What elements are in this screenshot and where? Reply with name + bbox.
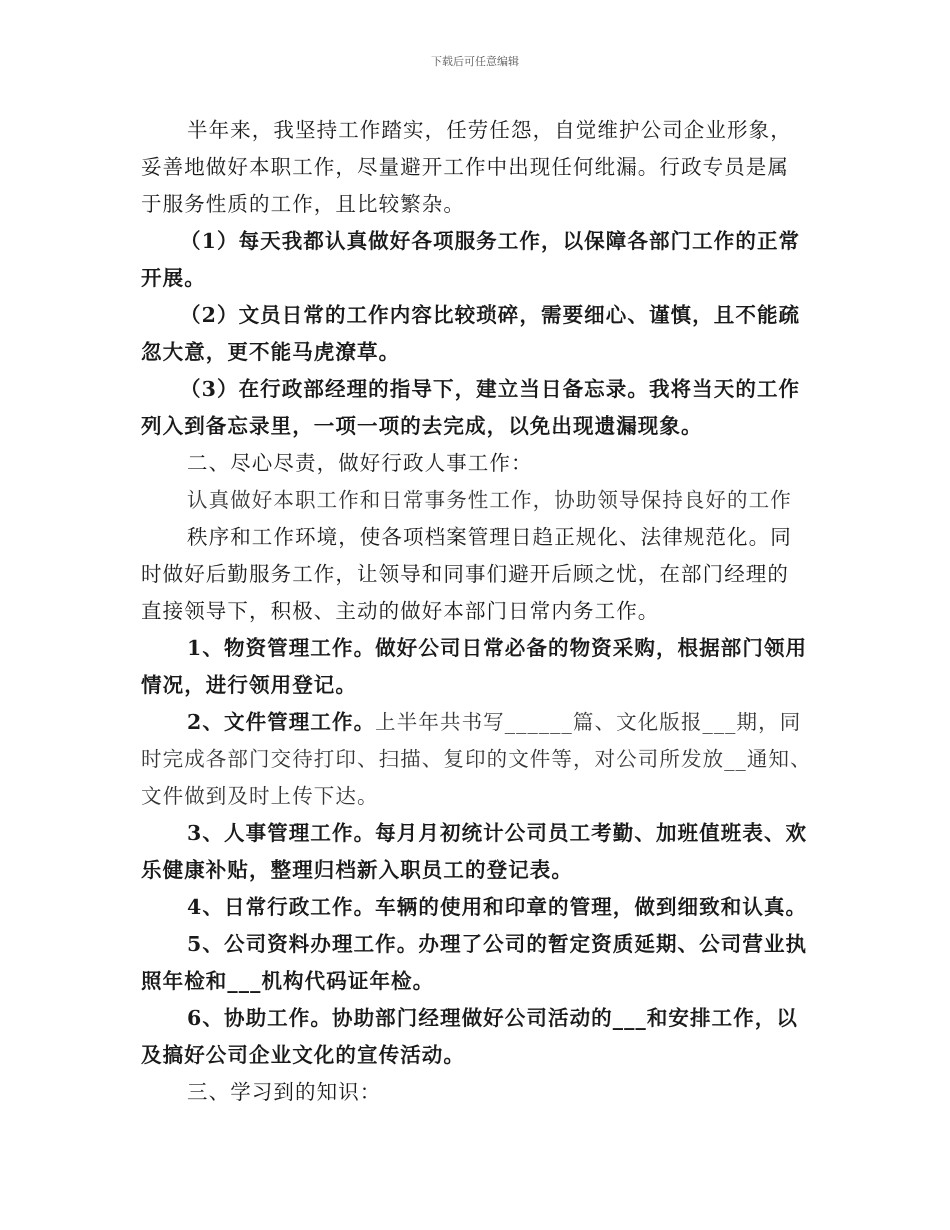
paragraph-line: 5、公司资料办理工作。办理了公司的暂定资质延期、公司营业执 (187, 932, 808, 956)
paragraph-line: 6、协助工作。协助部门经理做好公司活动的___和安排工作，以 (187, 1006, 799, 1030)
paragraph-line: 秩序和工作环境，使各项档案管理日趋正规化、法律规范化。同 (187, 525, 792, 549)
paragraph-line: 文件做到及时上传下达。 (141, 784, 379, 808)
section-heading: 二、尽心尽责，做好行政人事工作： (187, 451, 533, 475)
paragraph-line: （2）文员日常的工作内容比较琐碎，需要细心、谨慎，且不能疏 (180, 303, 801, 327)
paragraph-line: 情况，进行领用登记。 (141, 673, 357, 697)
paragraph-line: 1、物资管理工作。做好公司日常必备的物资采购，根据部门领用 (187, 636, 808, 660)
paragraph-line: 于服务性质的工作，且比较繁杂。 (141, 192, 465, 216)
paragraph-line: 认真做好本职工作和日常事务性工作，协助领导保持良好的工作 (187, 488, 792, 512)
paragraph-line: （3）在行政部经理的指导下，建立当日备忘录。我将当天的工作 (180, 377, 801, 401)
paragraph-line: 直接领导下，积极、主动的做好本部门日常内务工作。 (141, 599, 660, 623)
paragraph-line: 时做好后勤服务工作，让领导和同事们避开后顾之忧，在部门经理的 (141, 562, 789, 586)
paragraph-line: 忽大意，更不能马虎潦草。 (141, 340, 401, 364)
paragraph-line: 列入到备忘录里，一项一项的去完成，以免出现遗漏现象。 (141, 414, 703, 438)
paragraph-line: 照年检和___机构代码证年检。 (141, 969, 435, 993)
paragraph-line (187, 708, 801, 736)
paragraph-line: 半年来，我坚持工作踏实，任劳任怨，自觉维护公司企业形象， (187, 118, 792, 142)
item-body: 上半年共书写______篇、文化版报___期，同 (375, 710, 802, 734)
paragraph-line: 4、日常行政工作。车辆的使用和印章的管理，做到细致和认真。 (187, 895, 808, 919)
page-header: 下载后可任意编辑 (431, 55, 519, 68)
paragraph-line: 妥善地做好本职工作，尽量避开工作中出现任何纰漏。行政专员是属 (141, 155, 789, 179)
section-heading: 三、学习到的知识： (187, 1080, 382, 1104)
paragraph-line: 3、人事管理工作。每月月初统计公司员工考勤、加班值班表、欢 (187, 821, 808, 845)
paragraph-line: 开展。 (141, 266, 206, 290)
paragraph-line: 时完成各部门交待打印、扫描、复印的文件等，对公司所发放__通知、 (141, 747, 812, 771)
paragraph-line: （1）每天我都认真做好各项服务工作，以保障各部门工作的正常 (180, 229, 801, 253)
item-title: 2、文件管理工作。 (187, 710, 376, 734)
paragraph-line: 乐健康补贴，整理归档新入职员工的登记表。 (141, 858, 573, 882)
paragraph-line: 及搞好公司企业文化的宣传活动。 (141, 1043, 465, 1067)
